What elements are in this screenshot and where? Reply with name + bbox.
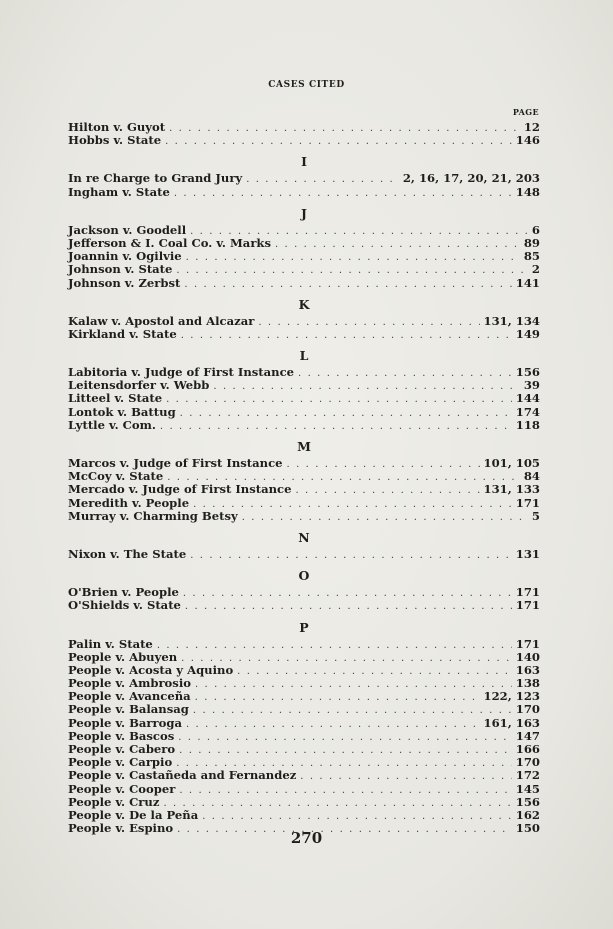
dot-leader [174,187,512,200]
case-name: Marcos v. Judge of First Instance [68,456,283,470]
dot-leader [287,458,480,471]
case-page-ref: 122, 123 [483,689,540,704]
case-page-ref: 12 [523,120,540,134]
case-page-ref: 131, 134 [483,313,540,328]
case-page-ref: 149 [515,326,540,341]
dot-leader [242,511,528,524]
case-name: People v. Castañeda and Fernandez [68,768,297,783]
case-name: In re Charge to Grand Jury [68,171,243,186]
section-letter: L [299,348,309,364]
case-page-ref: 131, 133 [483,482,540,497]
dot-leader [202,810,512,823]
case-page-ref: 156 [515,794,540,809]
case-page-ref: 170 [515,755,540,770]
case-entry [68,796,540,809]
case-page-ref: 131 [515,546,540,561]
case-entry [68,315,540,328]
case-page-ref: 161, 163 [483,715,540,730]
dot-leader [295,484,479,497]
page-column-label: PAGE [512,107,539,117]
case-name: Litteel v. State [68,391,163,406]
case-entry [68,638,540,651]
case-page-ref: 140 [515,649,540,664]
case-name: Labitoria v. Judge of First Instance [68,365,295,380]
case-name: People v. Cruz [68,794,160,809]
case-name: Mercado v. Judge of First Instance [68,482,292,497]
page-number: 270 [290,829,323,847]
case-entry [68,224,540,237]
case-name: Palin v. State [68,636,153,651]
case-page-ref: 174 [515,404,540,419]
case-page-ref: 118 [515,417,540,432]
case-entry [68,328,540,341]
case-page-ref: 5 [531,508,540,523]
case-page-ref: 2, 16, 17, 20, 21, 203 [402,171,540,186]
case-name: Leitensdorfer v. Webb [68,378,210,393]
case-entry [68,769,540,782]
case-name: Jackson v. Goodell [68,222,187,237]
case-entry [68,703,540,716]
case-page-ref: 163 [515,662,540,677]
section-letter: K [298,296,310,312]
case-name: People v. Avanceña [68,689,191,704]
case-page-ref: 101, 105 [483,456,540,470]
dot-leader [166,393,512,406]
case-name: People v. Espino [68,821,174,836]
dot-leader [193,704,512,717]
case-page-ref: 171 [515,495,540,510]
dot-leader [183,587,512,600]
section-letter: N [298,529,310,545]
case-name: Jefferson & I. Coal Co. v. Marks [68,235,271,250]
case-entry [68,263,540,276]
section-letter: O [298,568,310,584]
case-name: Johnson v. Zerbst [68,275,181,290]
case-name: Hobbs v. State [68,133,162,148]
case-page-ref: 150 [515,821,540,836]
dot-leader [258,316,479,329]
case-name: People v. Balansag [68,702,189,717]
case-page-ref: 166 [515,742,540,756]
case-name: Murray v. Charming Betsy [68,508,238,523]
case-name: Meredith v. People [68,495,190,510]
case-name: Kalaw v. Apostol and Alcazar [68,313,255,328]
case-name: Kirkland v. State [68,326,177,341]
dot-leader [179,784,511,797]
dot-leader [186,251,520,264]
section-letter: P [299,619,309,635]
case-name: People v. Barroga [68,715,182,730]
case-page-ref: 146 [515,133,540,148]
dot-leader [237,665,512,678]
dot-leader [184,278,511,291]
dot-leader [169,122,520,135]
section-letter: M [297,439,311,454]
case-page-ref: 147 [515,728,540,743]
case-name: O'Shields v. State [68,598,181,613]
dot-leader [165,135,512,148]
case-name: Ingham v. State [68,184,170,199]
cases-index [68,121,540,835]
case-entry [68,172,540,185]
case-name: Joannin v. Ogilvie [68,249,182,264]
case-page-ref: 141 [515,275,540,290]
case-entry [68,548,540,561]
dot-leader [181,329,512,342]
case-entry [68,497,540,510]
case-entry [68,651,540,664]
case-name: People v. Cabero [68,742,176,756]
dot-leader [157,639,512,652]
dot-leader [195,691,480,704]
case-page-ref: 148 [515,184,540,199]
case-entry [68,277,540,290]
dot-leader [300,770,512,783]
dot-leader [163,797,511,810]
case-name: People v. Bascos [68,728,175,743]
dot-leader [275,238,520,251]
dot-leader [195,678,512,691]
case-entry [68,392,540,405]
case-page-ref: 144 [515,391,540,406]
case-name: People v. Ambrosio [68,676,191,691]
case-page-ref: 171 [515,585,540,600]
case-name: McCoy v. State [68,469,164,484]
case-name: O'Brien v. People [68,585,179,600]
case-page-ref: 6 [531,222,540,237]
case-entry [68,186,540,199]
dot-leader [213,380,519,393]
case-page-ref: 162 [515,807,540,822]
section-letter: J [301,205,307,221]
case-page-ref: 85 [523,249,540,264]
case-entry [68,134,540,147]
case-name: Lontok v. Battug [68,404,176,419]
case-page-ref: 171 [515,598,540,613]
case-entry [68,419,540,432]
case-page-ref: 89 [523,235,540,250]
case-entry [68,406,540,419]
case-name: People v. Carpio [68,755,173,770]
case-page-ref: 172 [515,768,540,783]
dot-leader [190,549,512,562]
case-name: People v. Cooper [68,781,176,796]
dot-leader [185,600,512,613]
dot-leader [186,718,480,731]
case-name: Nixon v. The State [68,546,187,561]
case-entry [68,483,540,496]
case-entry [68,717,540,730]
case-name: Johnson v. State [68,262,173,277]
case-name: People v. De la Peña [68,807,199,822]
dot-leader [176,264,528,277]
case-page-ref: 39 [523,378,540,393]
section-letter: I [301,154,307,170]
case-page-ref: 2 [531,262,540,277]
dot-leader [180,407,512,420]
case-page-ref: 170 [515,702,540,717]
case-entry [68,599,540,612]
case-entry [68,783,540,796]
case-name: People v. Abuyen [68,649,178,664]
case-name: Hilton v. Guyot [68,120,166,134]
case-page-ref: 84 [523,469,540,484]
dot-leader [193,498,512,511]
dot-leader [179,744,512,757]
dot-leader [298,367,512,380]
case-name: Lyttle v. Com. [68,417,156,432]
case-page-ref: 156 [515,365,540,380]
running-header: CASES CITED [268,80,345,90]
case-page-ref: 171 [515,636,540,651]
case-page-ref: 145 [515,781,540,796]
dot-leader [178,731,512,744]
case-name: People v. Acosta y Aquino [68,662,234,677]
case-page-ref: 138 [515,676,540,691]
dot-leader [246,173,399,186]
dot-leader [160,420,512,433]
case-entry [68,510,540,523]
